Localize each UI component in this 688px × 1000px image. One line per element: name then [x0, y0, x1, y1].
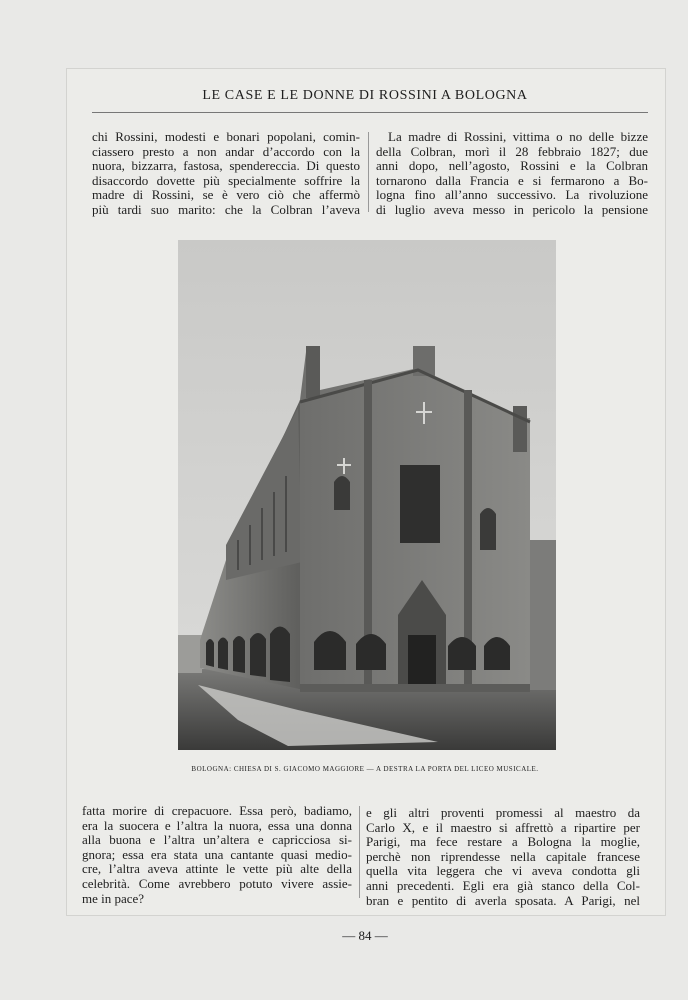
text-line: perchè non riprendesse nella capitale francese: [366, 849, 640, 864]
text-line: disaccordo dovette più specialmente soffrire la: [92, 173, 360, 188]
text-line: celebrità. Come avrebbero potuto vivere assie-: [82, 876, 352, 891]
column-divider: [368, 132, 369, 212]
text-line: alla buona e l’altra un’altera e capricciosa si-: [82, 833, 352, 848]
distant-building: [178, 635, 202, 673]
text-line: e gli altri proventi promessi al maestro da: [366, 806, 640, 820]
page-number: — 84 —: [342, 928, 388, 943]
text-line: era la suocera e l’altra la nuora, essa una donna: [82, 818, 352, 833]
left-pinnacle: [306, 346, 320, 398]
bottom-right-column: [366, 806, 640, 908]
text-line: chi Rossini, modesti e bonari popolani, comin-: [92, 130, 360, 144]
text-line: anni dopo, nell’agosto, Rossini e la Colbran: [376, 159, 648, 174]
text-line: me in pace?: [82, 891, 145, 906]
church-photograph: [178, 240, 556, 750]
text-line: logna fino all’anno successivo. La rivoluzione: [376, 188, 648, 203]
text-line: La madre di Rossini, vittima o no delle bizze: [388, 130, 648, 144]
text-line: quella vita leggera che vi aveva condotta gli: [366, 864, 640, 879]
figure-caption: BOLOGNA: CHIESA DI S. GIACOMO MAGGIORE — A DESTRA LA PORTA DEL LICEO MUSICALE.: [191, 765, 539, 773]
top-right-column: [376, 130, 648, 218]
text-line: tornarono dalla Francia e si fermarono a Bo-: [376, 173, 648, 188]
top-left-column: [92, 130, 360, 218]
text-line: gnora; essa era stata una cantante quasi medio-: [82, 847, 352, 862]
text-line: più tardi suo marito: che la Colbran l’aveva: [92, 202, 360, 217]
text-line: della Colbran, morì il 28 febbraio 1827; due: [376, 144, 648, 159]
text-line: fatta morire di crepacuore. Essa però, badiamo,: [82, 804, 352, 818]
text-line: ciassero presto a non andar d’accordo con la: [92, 144, 360, 159]
text-line: bran e pentito di averla sposata. A Parigi, nel: [366, 893, 640, 908]
right-pinnacle: [513, 406, 527, 452]
adjacent-building: [530, 540, 556, 690]
running-header: LE CASE E LE DONNE DI ROSSINI A BOLOGNA: [202, 88, 528, 103]
facade-base: [300, 684, 530, 692]
portal-door: [408, 635, 436, 688]
text-line: anni precedenti. Egli era già stanco della Col-: [366, 878, 640, 893]
bottom-left-column: [82, 804, 352, 906]
text-line: nuora, bizzarra, fastosa, spendereccia. Di questo: [92, 159, 360, 174]
text-line: Carlo X, e il maestro si affrettò a ripartire per: [366, 820, 640, 835]
column-divider: [359, 806, 360, 898]
text-line: cre, l’altra aveva attinte le vette più alte della: [82, 862, 352, 877]
header-rule: [92, 112, 648, 113]
text-line: madre di Rossini, se è vero ciò che affermò: [92, 188, 360, 203]
text-line: Parigi, ma fece restare a Bologna la moglie,: [366, 835, 640, 850]
text-line: di luglio aveva messo in pericolo la pensione: [376, 202, 648, 217]
central-window: [400, 465, 440, 543]
